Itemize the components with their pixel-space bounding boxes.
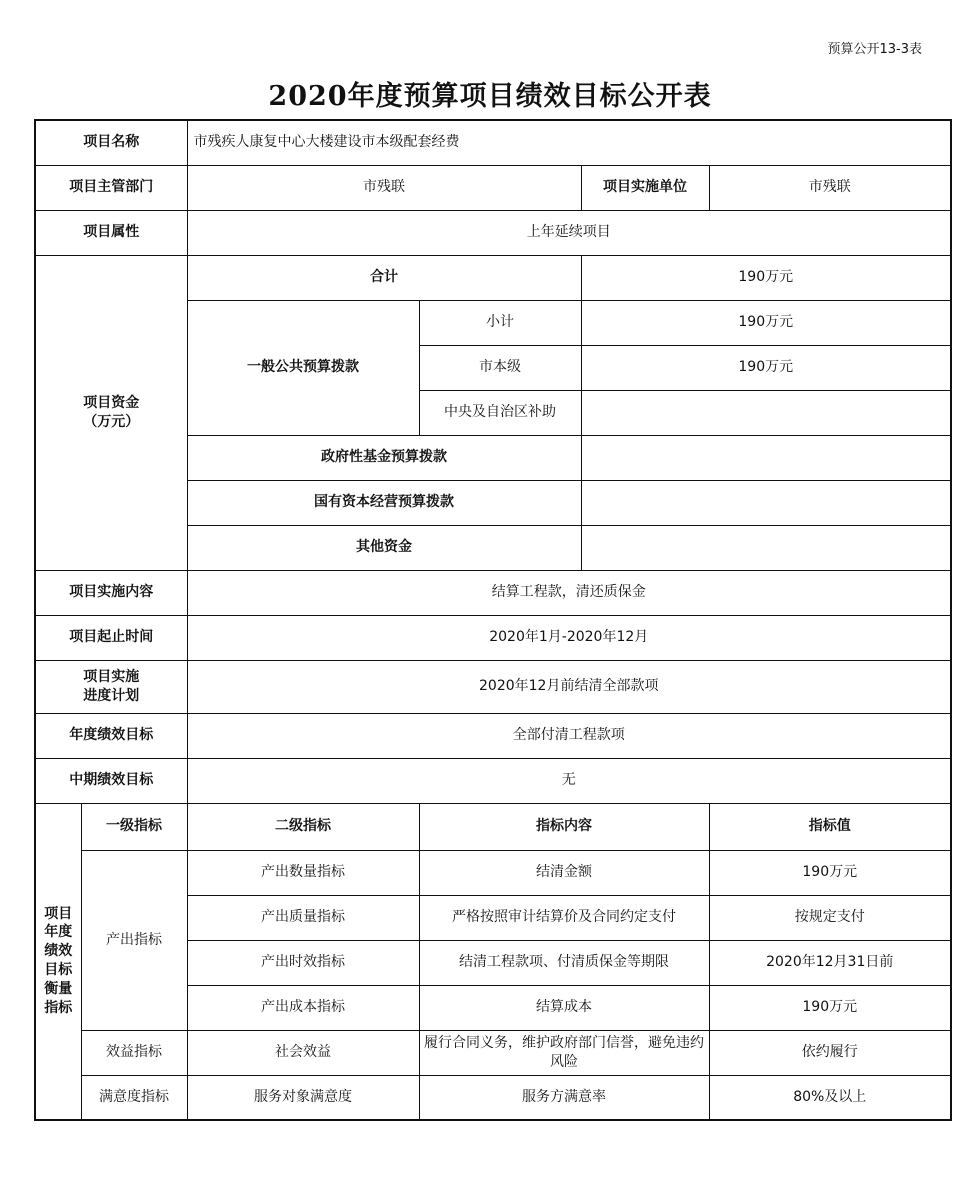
indicator-row: [35, 1030, 951, 1075]
period-value: 2020年1月-2020年12月: [187, 615, 951, 660]
content-label: 项目实施内容: [35, 570, 187, 615]
side-label-part: 衡量: [44, 981, 73, 998]
indicator-level2: 产出时效指标: [187, 940, 419, 985]
side-label-part: 绩效: [44, 943, 73, 960]
indicator-content: 严格按照审计结算价及合同约定支付: [419, 895, 709, 940]
indicator-content: 服务方满意率: [419, 1075, 709, 1120]
indicator-value: 190万元: [709, 850, 951, 895]
content-value: 结算工程款，清还质保金: [187, 570, 951, 615]
row-funds-total: [35, 255, 951, 300]
side-label-part: 指标: [44, 1000, 73, 1017]
project-name-value: 市残疾人康复中心大楼建设市本级配套经费: [187, 120, 951, 165]
attribute-value: 上年延续项目: [187, 210, 951, 255]
funds-label-line2: （万元）: [83, 413, 140, 430]
indicator-side-label: [35, 803, 81, 1120]
city-level-label: 市本级: [419, 345, 581, 390]
funds-total-value: 190万元: [581, 255, 951, 300]
indicator-row: [35, 850, 951, 895]
indicator-content: 结清工程款项、付清质保金等期限: [419, 940, 709, 985]
indicator-level2: 产出数量指标: [187, 850, 419, 895]
header-content: 指标内容: [419, 803, 709, 850]
side-label-part: 项目: [44, 905, 73, 922]
period-label: 项目起止时间: [35, 615, 187, 660]
row-attribute: [35, 210, 951, 255]
group-satisfaction: 满意度指标: [81, 1075, 187, 1120]
midterm-goal-value: 无: [187, 758, 951, 803]
row-department: [35, 165, 951, 210]
department-label: 项目主管部门: [35, 165, 187, 210]
indicator-level2: 服务对象满意度: [187, 1075, 419, 1120]
header-value: 指标值: [709, 803, 951, 850]
indicator-value: 190万元: [709, 985, 951, 1030]
attribute-label: 项目属性: [35, 210, 187, 255]
row-period: [35, 615, 951, 660]
group-benefit: 效益指标: [81, 1030, 187, 1075]
page-title: 2020年度预算项目绩效目标公开表: [268, 81, 712, 112]
row-schedule: [35, 660, 951, 713]
other-funds-value: [581, 525, 951, 570]
group-output: 产出指标: [81, 850, 187, 1030]
indicator-value: 依约履行: [709, 1030, 951, 1075]
funds-label: [35, 255, 187, 570]
row-midterm-goal: [35, 758, 951, 803]
gov-fund-label: 政府性基金预算拨款: [187, 435, 581, 480]
indicator-content: 结清金额: [419, 850, 709, 895]
central-subsidy-value: [581, 390, 951, 435]
indicator-content: 结算成本: [419, 985, 709, 1030]
indicator-value: 按规定支付: [709, 895, 951, 940]
implementing-unit-value: 市残联: [709, 165, 951, 210]
indicator-row: [35, 1075, 951, 1120]
central-subsidy-label: 中央及自治区补助: [419, 390, 581, 435]
indicator-content: 履行合同义务，维护政府部门信誉，避免违约风险: [419, 1030, 709, 1075]
gov-fund-value: [581, 435, 951, 480]
header-level2: 二级指标: [187, 803, 419, 850]
state-capital-value: [581, 480, 951, 525]
row-content: [35, 570, 951, 615]
side-label-part: 年度: [44, 924, 73, 941]
schedule-value: 2020年12月前结清全部款项: [187, 660, 951, 713]
state-capital-label: 国有资本经营预算拨款: [187, 480, 581, 525]
project-name-label: 项目名称: [35, 120, 187, 165]
annual-goal-value: 全部付清工程款项: [187, 713, 951, 758]
row-indicator-header: [35, 803, 951, 850]
indicator-level2: 产出质量指标: [187, 895, 419, 940]
budget-performance-table: [34, 119, 952, 1121]
side-label-part: 目标: [44, 962, 73, 979]
funds-total-label: 合计: [187, 255, 581, 300]
general-budget-label: 一般公共预算拨款: [187, 300, 419, 435]
indicator-value: 80%及以上: [709, 1075, 951, 1120]
other-funds-label: 其他资金: [187, 525, 581, 570]
subtotal-value: 190万元: [581, 300, 951, 345]
indicator-value: 2020年12月31日前: [709, 940, 951, 985]
subtotal-label: 小计: [419, 300, 581, 345]
funds-label-line1: 项目资金: [83, 394, 140, 411]
city-level-value: 190万元: [581, 345, 951, 390]
schedule-label-line2: 进度计划: [83, 687, 140, 704]
department-value: 市残联: [187, 165, 581, 210]
row-project-name: [35, 120, 951, 165]
schedule-label: [35, 660, 187, 713]
form-code: 预算公开13-3表: [827, 42, 922, 57]
annual-goal-label: 年度绩效目标: [35, 713, 187, 758]
implementing-unit-label: 项目实施单位: [581, 165, 709, 210]
indicator-level2: 产出成本指标: [187, 985, 419, 1030]
row-annual-goal: [35, 713, 951, 758]
indicator-level2: 社会效益: [187, 1030, 419, 1075]
schedule-label-line1: 项目实施: [83, 668, 140, 685]
header-level1: 一级指标: [81, 803, 187, 850]
midterm-goal-label: 中期绩效目标: [35, 758, 187, 803]
